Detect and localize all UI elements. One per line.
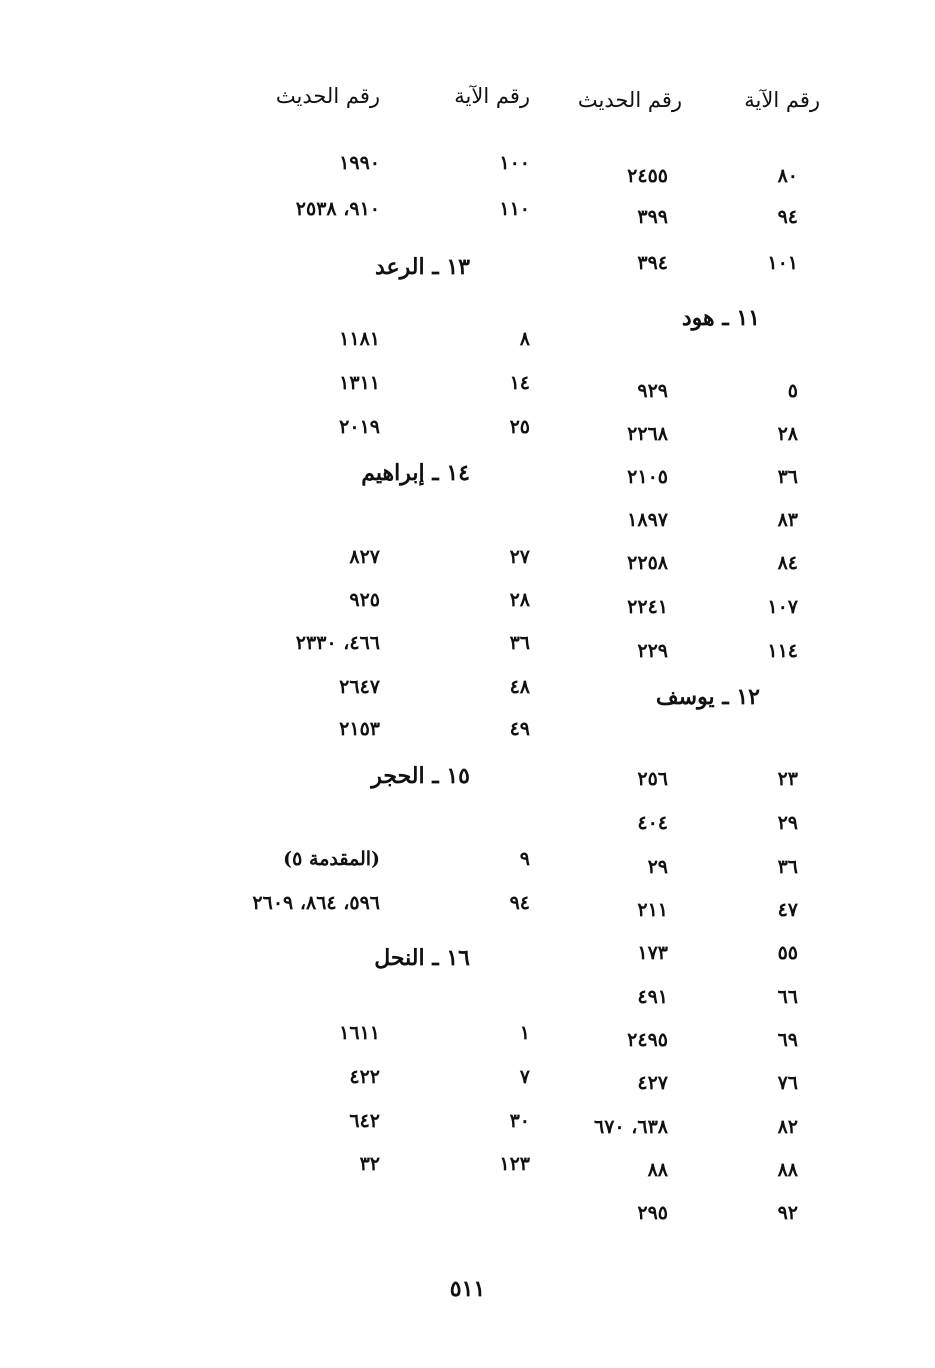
ayah-number: ١١٤ <box>767 640 798 662</box>
ayah-number: ٢٨ <box>777 423 798 445</box>
ayah-number: ٢٩ <box>777 812 798 834</box>
hadith-number: ٢٢٥٨ <box>627 552 668 574</box>
surah-heading: ١٦ ـ النحل <box>374 945 470 971</box>
ayah-number: ١٤ <box>509 372 530 394</box>
hadith-number: ٢١٠٥ <box>627 466 668 488</box>
ayah-number: ١١٠ <box>499 198 530 220</box>
ayah-number: ٩٢ <box>777 1202 798 1224</box>
hadith-number: ١٨٩٧ <box>627 509 668 531</box>
ayah-number: ٩٤ <box>509 892 530 914</box>
hadith-number: ٢٩٥ <box>637 1202 668 1224</box>
page-number: ٥١١ <box>449 1276 486 1302</box>
hadith-number-header: رقم الحديث <box>577 88 682 112</box>
hadith-number: ٢٥٦ <box>637 768 668 790</box>
ayah-number: ٤٧ <box>777 899 798 921</box>
hadith-number: ٦٤٢ <box>349 1110 380 1132</box>
ayah-number: ٣٦ <box>509 632 530 654</box>
hadith-number: (المقدمة ٥) <box>283 848 380 870</box>
surah-heading: ١٣ ـ الرعد <box>374 254 470 280</box>
hadith-number: ٤٩١ <box>637 986 668 1008</box>
hadith-number: ٨٢٧ <box>349 546 380 568</box>
ayah-number: ٨٢ <box>777 1116 798 1138</box>
hadith-number: ٤٠٤ <box>637 812 668 834</box>
hadith-number: ٢٦٤٧ <box>339 676 380 698</box>
ayah-number: ٩ <box>519 848 530 870</box>
hadith-number: ٩٢٩ <box>637 380 668 402</box>
ayah-number-header: رقم الآية <box>454 84 530 108</box>
hadith-number: ٣٢ <box>359 1153 380 1175</box>
hadith-number: ٢٢٤١ <box>627 596 668 618</box>
hadith-number: ٢٩ <box>647 856 668 878</box>
ayah-number: ٨ <box>519 328 530 350</box>
surah-heading: ١٤ ـ إبراهيم <box>361 460 470 486</box>
hadith-number: ٢٢٩ <box>637 640 668 662</box>
surah-heading: ١٥ ـ الحجر <box>371 763 470 789</box>
ayah-number: ٢٣ <box>777 768 798 790</box>
hadith-number: ٢٢٦٨ <box>627 423 668 445</box>
hadith-number: ٣٩٩ <box>637 206 668 228</box>
hadith-number: ٤٢٢ <box>349 1066 380 1088</box>
ayah-number: ٨٤ <box>777 552 798 574</box>
hadith-number: ١٣١١ <box>339 372 380 394</box>
ayah-number: ١٠٧ <box>767 596 798 618</box>
hadith-number: ١٩٩٠ <box>339 152 380 174</box>
hadith-number: ٣٩٤ <box>637 252 668 274</box>
hadith-number: ٢١٥٣ <box>339 718 380 740</box>
hadith-number: ٢٤٩٥ <box>627 1029 668 1051</box>
ayah-number: ٦٩ <box>777 1029 798 1051</box>
ayah-number-header: رقم الآية <box>744 88 820 112</box>
hadith-number: ٢١١ <box>637 899 668 921</box>
ayah-number: ٩٤ <box>777 206 798 228</box>
ayah-number: ٣٦ <box>777 856 798 878</box>
ayah-number: ٣٠ <box>509 1110 530 1132</box>
ayah-number: ٢٧ <box>509 546 530 568</box>
ayah-number: ٢٥ <box>509 416 530 438</box>
surah-heading: ١٢ ـ يوسف <box>655 684 760 710</box>
ayah-number: ٧٦ <box>777 1072 798 1094</box>
ayah-number: ١٠٠ <box>499 152 530 174</box>
ayah-number: ٤٩ <box>509 718 530 740</box>
hadith-number: ٩٢٥ <box>349 589 380 611</box>
hadith-number: ٢٤٥٥ <box>627 165 668 187</box>
ayah-number: ٥٥ <box>777 942 798 964</box>
ayah-number: ١٢٣ <box>499 1153 530 1175</box>
ayah-number: ٨٣ <box>777 509 798 531</box>
ayah-number: ٢٨ <box>509 589 530 611</box>
ayah-number: ١ <box>519 1022 530 1044</box>
hadith-number: ٤٦٦، ٢٣٣٠ <box>295 632 380 654</box>
left-index-column <box>100 0 530 1260</box>
surah-heading: ١١ ـ هود <box>681 305 760 331</box>
hadith-number: ١٦١١ <box>339 1022 380 1044</box>
hadith-number: ٤٢٧ <box>637 1072 668 1094</box>
ayah-number: ٨٠ <box>777 165 798 187</box>
ayah-number: ٨٨ <box>777 1159 798 1181</box>
hadith-number: ١١٨١ <box>339 328 380 350</box>
hadith-number: ١٧٣ <box>637 942 668 964</box>
hadith-number: ٥٩٦، ٨٦٤، ٢٦٠٩ <box>252 892 380 914</box>
hadith-number: ٦٣٨، ٦٧٠ <box>594 1116 668 1138</box>
hadith-number: ٩١٠، ٢٥٣٨ <box>295 198 380 220</box>
ayah-number: ٦٦ <box>777 986 798 1008</box>
hadith-number: ٢٠١٩ <box>339 416 380 438</box>
hadith-number: ٨٨ <box>647 1159 668 1181</box>
ayah-number: ٣٦ <box>777 466 798 488</box>
hadith-number-header: رقم الحديث <box>275 84 380 108</box>
ayah-number: ٥ <box>787 380 798 402</box>
ayah-number: ٤٨ <box>509 676 530 698</box>
ayah-number: ٧ <box>519 1066 530 1088</box>
right-index-column <box>480 0 910 1260</box>
ayah-number: ١٠١ <box>767 252 798 274</box>
